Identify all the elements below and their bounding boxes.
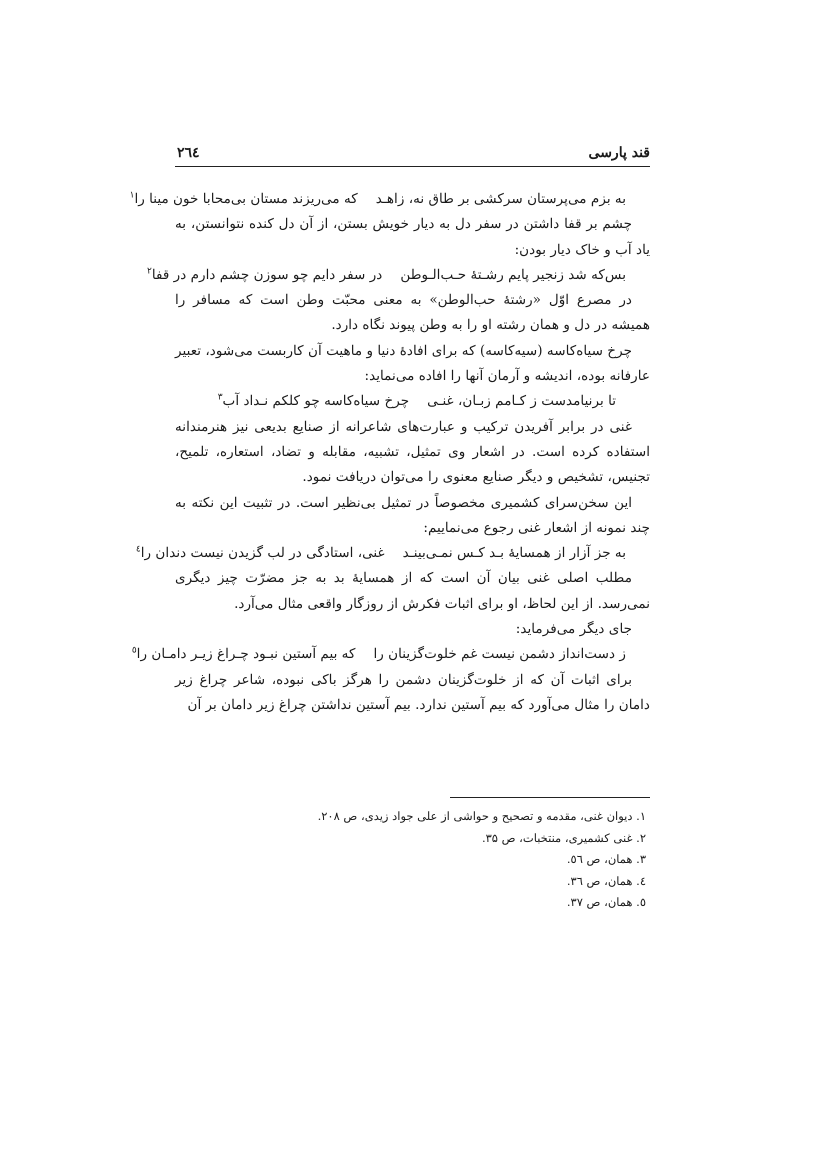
verse-5-text: که بیم آستین نبـود چـراغ زیـر دامـان را: [136, 646, 356, 663]
footnote-3: ۳. همان، ص ٥٦.: [566, 852, 646, 866]
verse-2-hemistich-2: [147, 263, 382, 288]
verse-4-hemistich-2: [136, 541, 385, 566]
verse-5-hemistich-1: ز دست‌انداز دشمن نیست غم خلوت‌گزینان را: [373, 646, 626, 663]
verse-3-text: چرخ سیاه‌کاسه چو کلکم نـداد آب: [222, 393, 410, 410]
verse-3-hemistich-2: [218, 389, 409, 414]
verse-5-hemistich-2: [132, 642, 356, 667]
running-header: [175, 141, 650, 167]
verse-2-hemistich-1: بس‌که شد زنجیر پایم رشـتهٔ حـب‌الـوطن: [400, 266, 626, 283]
verse-2-text: در سفر دایم چو سوزن چشم دارم در قفا: [151, 266, 383, 283]
paragraph-2: در مصرع اوّل «رشتهٔ حب‌الوطن» به معنی محبّت وطن است که مسافر را همیشه در دل و همان رشته او را به وطن پیوند نگاه دارد.: [175, 292, 650, 334]
verse-4: [135, 541, 650, 566]
verse-3: [175, 389, 650, 414]
book-page: [129, 0, 650, 1169]
footnote-2: ۲. غنی کشمیری، منتخبات، ص ۳۵.: [481, 830, 646, 845]
footnote-ref-2: ۲: [146, 266, 152, 277]
footnotes: [175, 806, 650, 914]
paragraph-1: چشم بر قفا داشتن در سفر دل به دیار خویش بستن، از آن دل کنده نتوانستن، به یاد آب و خاک دیار بودن:: [175, 216, 650, 258]
verse-1-text: که می‌ریزند مستان بی‌محابا خون مینا را: [134, 191, 358, 207]
verse-5: [131, 642, 650, 667]
paragraph-8: برای اثبات آن که از خلوت‌گزینان دشمن را هرگز باکی نبوده، شاعر چراغ زیر دامان را مثال می‌آورد که بیم آستین ندارد. بیم آستین نداشتن چراغ زیر دامان بر آن: [175, 671, 650, 713]
verse-2: [146, 263, 650, 288]
paragraph-4: غنی در برابر آفریدن ترکیب و عبارت‌های شاعرانه از صنایع بدیعی نیز هنرمندانه استفاده کرده است. در اشعار وی تمثیل، تشبیه، مقابله و تضاد، استعاره، تلمیح، تجنیس، تشخیص و دیگر صنایع معنوی را می‌توان دریافت نمود.: [175, 418, 650, 486]
verse-3-hemistich-1: تا برنیامدست ز کـامم زبـان، غنـی: [427, 393, 616, 410]
main-text: [129, 187, 650, 718]
page-number: ۲٦٤: [177, 145, 200, 161]
footnote-ref-1: ۱: [129, 190, 135, 201]
paragraph-5: این سخن‌سرای کشمیری مخصوصاً در تمثیل بی‌نظیر است. در تثبیت این نکته به چند نمونه از اشعار غنی رجوع می‌نماییم:: [175, 494, 650, 536]
footnote-ref-3: ۳: [217, 392, 223, 403]
paragraph-6: مطلب اصلی غنی بیان آن است که از همسایهٔ بد به جز مضرّت چیز دیگری نمی‌رسد. از این لحاظ، او برای اثبات فکرش از روزگار واقعی مثال می‌آرد.: [175, 570, 650, 612]
verse-1-hemistich-1: به بزم می‌پرستان سرکشی بر طاق نه، زاهـد: [375, 191, 626, 207]
footnote-4: ٤. همان، ص ۳٦.: [566, 873, 646, 888]
footnote-rule: [450, 797, 650, 798]
footnote-ref-4: ٤: [135, 544, 141, 555]
verse-4-hemistich-1: به جز آزار از همسایهٔ بـد کـس نمـی‌بینـد: [402, 545, 626, 562]
verse-1-hemistich-2: [130, 187, 358, 212]
paragraph-3: چرخ سیاه‌کاسه (سیه‌کاسه) که برای افادهٔ دنیا و ماهیت آن کاربست می‌شود، تعبیر عارفانه بوده، اندیشه و آرمان آنها را افاده می‌نماید:: [175, 342, 650, 385]
paragraph-7: جای دیگر می‌فرماید:: [515, 621, 632, 638]
footnote-ref-5: ٥: [131, 645, 137, 656]
verse-1: [129, 187, 650, 212]
journal-title: قند پارسی: [588, 145, 650, 161]
header-rule: [175, 166, 650, 167]
verse-4-text: غنی، استادگی در لب گزیدن نیست دندان را: [140, 545, 385, 562]
footnote-1: ۱. دیوان غنی، مقدمه و تصحیح و حواشی از علی جواد زیدی، ص ۲۰۸.: [317, 809, 646, 823]
footnote-5: ٥. همان، ص ۳۷.: [566, 895, 646, 909]
